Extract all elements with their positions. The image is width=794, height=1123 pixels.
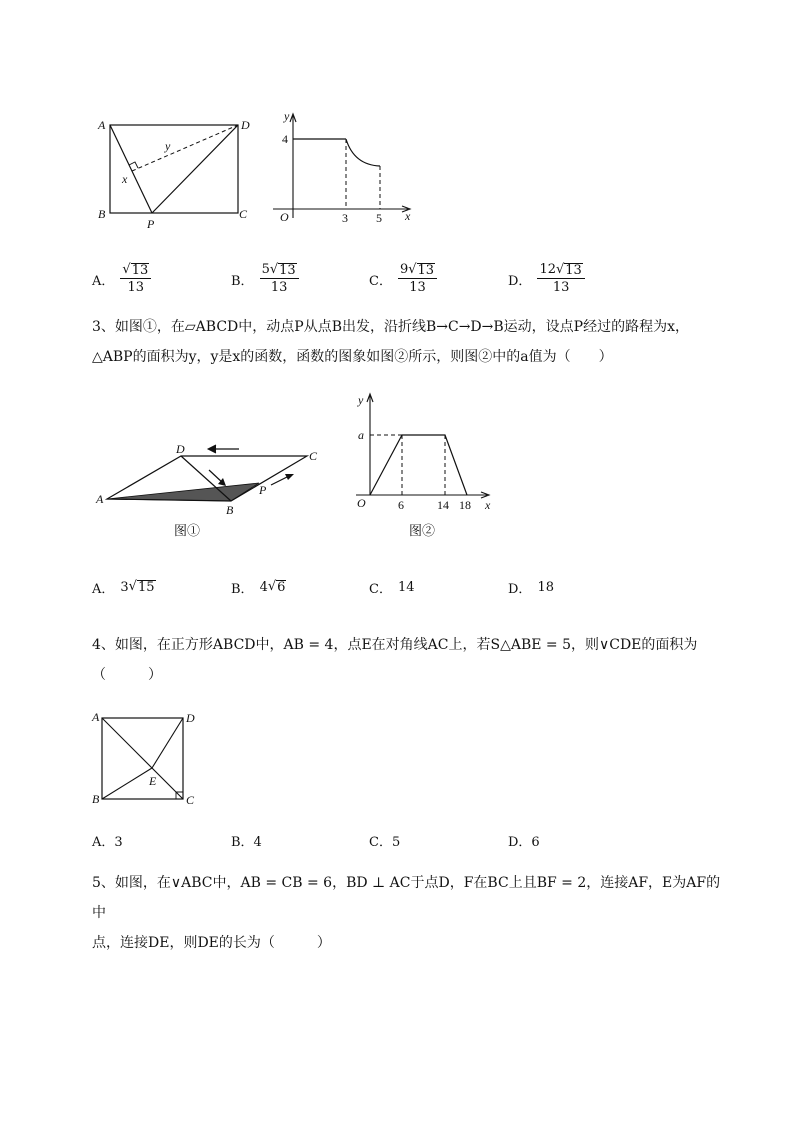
label-e: E bbox=[149, 774, 157, 788]
y-label-a: a bbox=[358, 428, 364, 442]
option-label: D． bbox=[508, 273, 532, 289]
option-label: C． bbox=[369, 581, 392, 597]
caption-fig1: 图① bbox=[174, 523, 201, 538]
q2-option-b[interactable] bbox=[231, 259, 299, 299]
label-a: A bbox=[92, 710, 100, 724]
fraction: √ 13 13 bbox=[120, 263, 151, 295]
q3-option-b[interactable]: B． 4 √ 6 bbox=[231, 579, 286, 597]
q4-line-1: 4、如图，在正方形ABCD中，AB = 4，点E在对角线AC上，若S△ABE = 5，则∨CDE的面积为 bbox=[92, 637, 698, 653]
q3-line-1: 3、如图①，在▱ABCD中，动点P从点B出发，沿折线B→C→D→B运动，设点P经过的路程为x， bbox=[92, 319, 689, 335]
option-label: C． bbox=[369, 273, 392, 289]
option-label: B． bbox=[231, 581, 254, 597]
graph-curve-segment bbox=[346, 139, 380, 166]
label-d: D bbox=[241, 118, 250, 132]
q3-option-c[interactable]: C． 14 bbox=[369, 579, 415, 597]
fraction: 12 √ 13 13 bbox=[537, 263, 584, 295]
label-a: A bbox=[96, 492, 104, 506]
x-tick-18: 18 bbox=[459, 498, 471, 512]
label-y: y bbox=[165, 139, 171, 153]
axis-label-y: y bbox=[358, 393, 364, 407]
q3-function-graph bbox=[350, 390, 510, 540]
origin-label: O bbox=[357, 496, 366, 510]
q4-option-c[interactable]: C．5 bbox=[369, 834, 401, 850]
q2-option-a[interactable] bbox=[92, 259, 151, 299]
label-d: D bbox=[186, 711, 195, 725]
q4-line-2: （ ） bbox=[92, 667, 162, 683]
q2-options bbox=[92, 259, 712, 299]
label-b: B bbox=[98, 207, 106, 221]
q2-function-graph bbox=[270, 106, 420, 231]
label-c: C bbox=[186, 793, 195, 807]
option-label: B． bbox=[231, 273, 254, 289]
q3-parallelogram-figure bbox=[92, 440, 332, 540]
q2-rectangle-figure bbox=[95, 112, 255, 237]
option-label: A． bbox=[92, 581, 115, 597]
y-tick-4: 4 bbox=[282, 132, 288, 146]
segment-de bbox=[152, 718, 183, 768]
q4-option-a[interactable]: A．3 bbox=[92, 834, 123, 850]
q3-options bbox=[92, 567, 712, 607]
q3-line-2: △ABP的面积为y，y是x的函数，函数的图象如图②所示，则图②中的a值为（ ） bbox=[92, 349, 613, 365]
label-a: A bbox=[98, 118, 106, 132]
caption-fig2: 图② bbox=[409, 523, 436, 538]
q4-options bbox=[92, 820, 712, 860]
axis-label-x: x bbox=[485, 498, 491, 512]
origin-label: O bbox=[280, 210, 289, 224]
q3-stem bbox=[92, 312, 732, 372]
x-tick-3: 3 bbox=[342, 211, 348, 225]
option-label: D． bbox=[508, 581, 532, 597]
option-label: A． bbox=[92, 273, 115, 289]
label-d: D bbox=[176, 442, 185, 456]
segment-ap bbox=[110, 125, 152, 213]
q5-stem bbox=[92, 868, 732, 958]
q3-option-d[interactable]: D． 18 bbox=[508, 579, 554, 597]
x-tick-6: 6 bbox=[398, 498, 404, 512]
label-p: P bbox=[147, 217, 155, 231]
q4-square-figure bbox=[90, 708, 205, 808]
q2-option-c[interactable] bbox=[369, 259, 437, 299]
axis-label-y: y bbox=[284, 109, 290, 123]
q4-stem bbox=[92, 630, 732, 690]
diagonal-ac bbox=[102, 718, 183, 799]
label-c: C bbox=[309, 449, 318, 463]
x-tick-14: 14 bbox=[437, 498, 449, 512]
q3-option-a[interactable]: A． 3 √ 15 bbox=[92, 579, 155, 597]
label-b: B bbox=[92, 792, 100, 806]
rectangle-abcd bbox=[110, 125, 238, 213]
label-p: P bbox=[259, 483, 267, 497]
q4-option-b[interactable]: B．4 bbox=[231, 834, 262, 850]
label-b: B bbox=[226, 503, 234, 517]
axis-label-x: x bbox=[405, 209, 411, 223]
label-c: C bbox=[239, 207, 248, 221]
q5-line-2: 点，连接DE，则DE的长为（ ） bbox=[92, 935, 331, 951]
perpendicular-y bbox=[132, 125, 238, 171]
q5-line-1: 5、如图，在∨ABC中，AB = CB = 6，BD ⊥ AC于点D，F在BC上且BF = 2，连接AF，E为AF的中 bbox=[92, 875, 721, 921]
segment-be bbox=[102, 768, 152, 799]
fraction: 9 √ 13 13 bbox=[398, 263, 437, 295]
x-tick-5: 5 bbox=[376, 211, 382, 225]
arrow-head-left bbox=[208, 445, 216, 453]
graph-trapezoid bbox=[370, 435, 467, 495]
q2-option-d[interactable] bbox=[508, 259, 585, 299]
q4-option-d[interactable]: D．6 bbox=[508, 834, 540, 850]
fraction: 5 √ 13 13 bbox=[260, 263, 299, 295]
label-x: x bbox=[122, 172, 128, 186]
